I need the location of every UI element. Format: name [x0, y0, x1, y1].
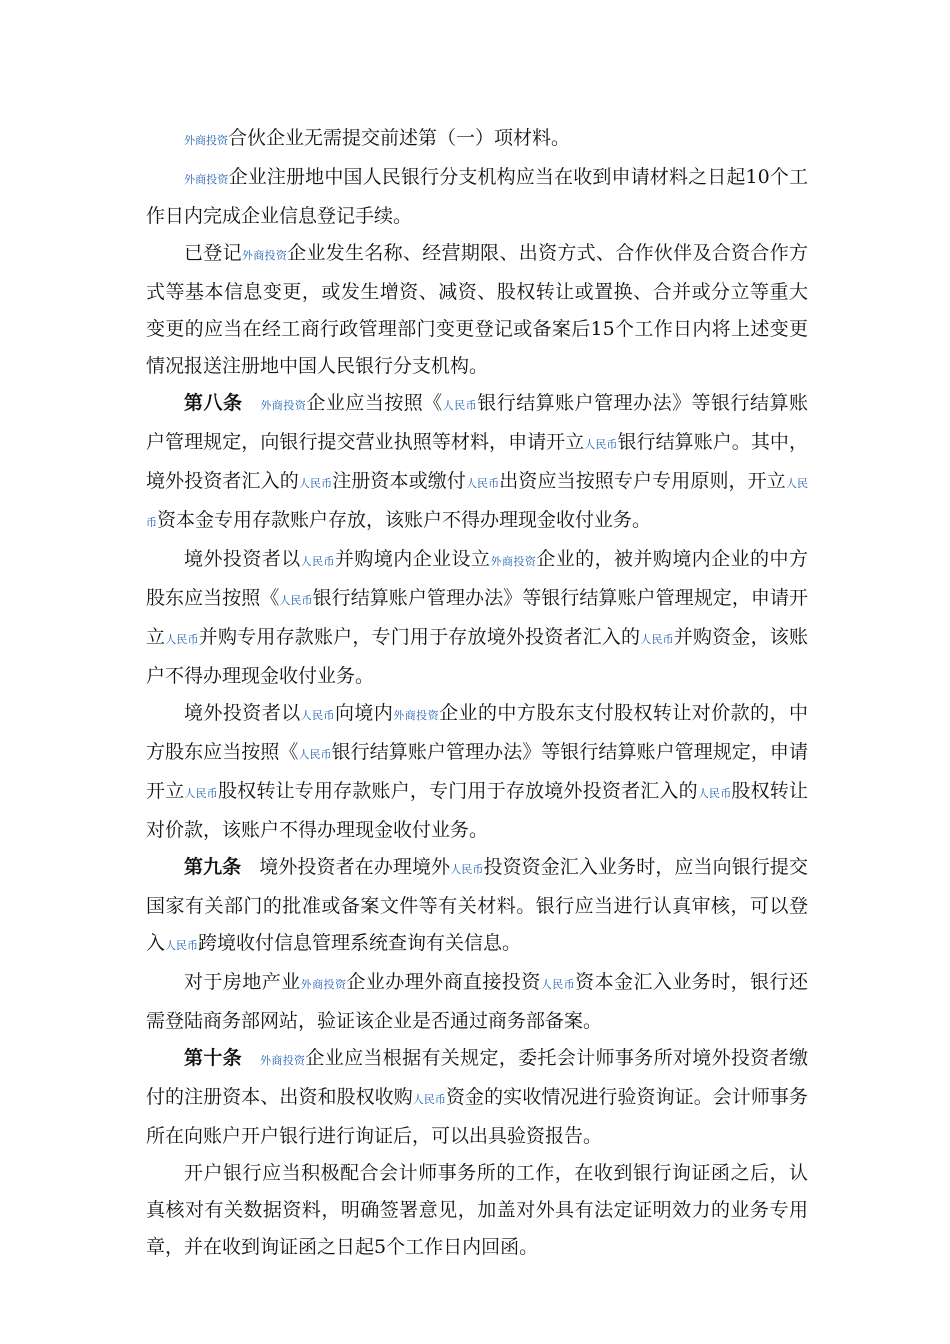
tag-rmb: 人民币 [640, 633, 674, 646]
paragraph-text: 并购专用存款账户，专门用于存放境外投资者汇入的 [198, 626, 641, 648]
paragraph-text: 对于房地产业 [184, 971, 301, 993]
article-heading: 第八条 [184, 392, 243, 414]
paragraph-p9 [146, 1040, 808, 1155]
tag-rmb: 人民币 [540, 978, 576, 991]
paragraph-text: 跨境收付信息管理系统查询有关信息。 [198, 932, 522, 954]
article-heading: 第九条 [184, 856, 242, 878]
paragraph-text: 投资资金汇入业务时，应当向银行提交国家有关部门的批准或备案文件等有关材料。银行应当进行认真审核，可以登入 [146, 856, 808, 954]
paragraph-text: 资本金汇入业务时，银行还需登陆商务部网站，验证该企业是否通过商务部备案。 [146, 971, 808, 1032]
paragraph-text: 银行结算账户。其中，境外投资者汇入的 [146, 431, 808, 492]
paragraph-text: 境外投资者在办理境外 [259, 856, 451, 878]
paragraph-text: 股权转让专用存款账户，专门用于存放境外投资者汇入的 [217, 780, 698, 802]
tag-foreign-investment: 外商投资 [184, 173, 229, 186]
tag-rmb: 人民币 [450, 863, 484, 876]
paragraph-p6 [146, 695, 808, 849]
tag-foreign-investment: 外商投资 [490, 555, 537, 568]
paragraph-text: 出资应当按照专户专用原则，开立 [499, 470, 786, 492]
tag-rmb: 人民币 [300, 709, 335, 722]
tag-rmb: 人民币 [584, 438, 618, 451]
tag-foreign-investment: 外商投资 [260, 1054, 306, 1067]
paragraph-text: 企业应当根据有关规定，委托会计师事务所对境外投资者缴付的注册资本、出资和股权收购 [146, 1047, 808, 1108]
paragraph-text: 合伙企业无需提交前述第（一）项材料。 [228, 127, 571, 149]
paragraph-text: 注册资本或缴付 [332, 470, 466, 492]
tag-rmb: 人民币 [184, 787, 218, 800]
paragraph-text: 并购境内企业设立 [334, 548, 491, 570]
tag-rmb: 人民币 [165, 939, 199, 952]
tag-foreign-investment: 外商投资 [300, 978, 347, 991]
paragraph-text: 资本金专用存款账户存放，该账户不得办理现金收付业务。 [157, 509, 652, 531]
paragraph-p3 [146, 235, 808, 385]
paragraph-p10 [146, 1155, 808, 1266]
tag-rmb: 人民币 [412, 1093, 446, 1106]
tag-foreign-investment: 外商投资 [184, 134, 228, 147]
tag-foreign-investment: 外商投资 [393, 709, 440, 722]
paragraph-p8 [146, 964, 808, 1040]
paragraph-text: 企业的，被并购境内企业的中方股东应当按照《 [146, 548, 808, 609]
paragraph-text: 企业的中方股东支付股权转让对价款的，中方股东应当按照《 [146, 702, 808, 763]
paragraph-text: 银行结算账户管理办法》等银行结算账户管理规定，向银行提交营业执照等材料，申请开立 [146, 392, 808, 453]
paragraph-text: 企业办理外商直接投资 [346, 971, 541, 993]
paragraph-text: 已登记 [184, 242, 242, 264]
tag-rmb: 人民币 [697, 787, 732, 800]
paragraph-text: 企业应当按照《 [306, 392, 443, 414]
paragraph-text: 开户银行应当积极配合会计师事务所的工作，在收到银行询证函之后，认真核对有关数据资料，明确签署意见，加盖对外具有法定证明效力的业务专用章，并在收到询证函之日起5个工作日内回函。 [146, 1162, 808, 1258]
paragraph-text: 企业发生名称、经营期限、出资方式、合作伙伴及合资合作方式等基本信息变更，或发生增资、减资、股权转让或置换、合并或分立等重大变更的应当在经工商行政管理部门变更登记或备案后15个工作日内将上述变更情况报送注册地中国人民银行分支机构。 [146, 242, 808, 377]
tag-rmb: 人民币 [298, 477, 333, 490]
paragraph-text: 资金的实收情况进行验资询证。会计师事务所在向账户开户银行进行询证后，可以出具验资报告。 [146, 1086, 808, 1147]
paragraph-p5 [146, 541, 808, 695]
paragraph-p2 [146, 159, 808, 235]
paragraph-p1 [146, 120, 808, 159]
tag-foreign-investment: 外商投资 [260, 399, 307, 412]
paragraph-text: 银行结算账户管理办法》等银行结算账户管理规定，申请开立 [146, 587, 808, 648]
paragraph-p4 [146, 385, 808, 541]
tag-rmb: 人民币 [146, 477, 808, 529]
document-body [146, 120, 808, 1266]
tag-rmb: 人民币 [298, 748, 332, 761]
paragraph-text: 境外投资者以 [184, 548, 301, 570]
paragraph-text: 银行结算账户管理办法》等银行结算账户管理规定，申请开立 [146, 741, 808, 802]
paragraph-text: 向境内 [334, 702, 394, 724]
tag-foreign-investment: 外商投资 [241, 249, 288, 262]
paragraph-text: 企业注册地中国人民银行分支机构应当在收到申请材料之日起10个工作日内完成企业信息登记手续。 [146, 166, 809, 227]
paragraph-text: 并购资金，该账户不得办理现金收付业务。 [146, 626, 809, 687]
article-heading: 第十条 [184, 1047, 243, 1069]
tag-rmb: 人民币 [465, 477, 500, 490]
tag-rmb: 人民币 [279, 594, 313, 607]
tag-rmb: 人民币 [442, 399, 478, 412]
paragraph-text: 境外投资者以 [184, 702, 301, 724]
tag-rmb: 人民币 [300, 555, 335, 568]
tag-rmb: 人民币 [165, 633, 199, 646]
paragraph-p7 [146, 849, 808, 964]
paragraph-text: 股权转让对价款，该账户不得办理现金收付业务。 [146, 780, 809, 841]
